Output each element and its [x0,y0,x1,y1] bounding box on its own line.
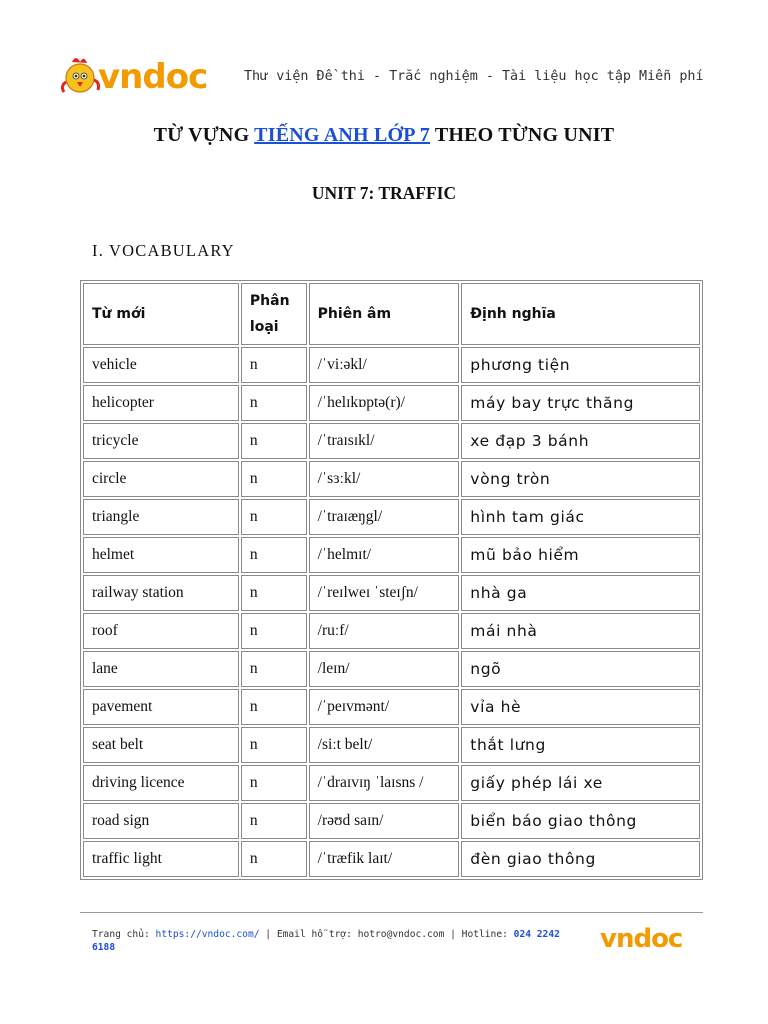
pos-cell: n [241,727,307,763]
definition-cell: vòng tròn [461,461,700,497]
table-row [83,689,700,725]
word-cell: seat belt [83,727,239,763]
definition-cell: nhà ga [461,575,700,611]
ipa-cell: /ˈhelmɪt/ [309,537,460,573]
pos-cell: n [241,651,307,687]
ipa-cell: /ˈreɪlweɪ ˈsteɪʃn/ [309,575,460,611]
section-title: I. VOCABULARY [92,241,235,260]
pos-cell: n [241,499,307,535]
header-ipa: Phiên âm [309,283,460,345]
chicken-mascot-icon [58,52,214,98]
table-row [83,765,700,801]
pos-cell: n [241,613,307,649]
pos-cell: n [241,803,307,839]
word-cell: roof [83,613,239,649]
ipa-cell: /ˈtræfik laɪt/ [309,841,460,877]
header-pos: Phân loại [241,283,307,345]
table-row [83,537,700,573]
word-cell: helicopter [83,385,239,421]
table-row [83,651,700,687]
definition-cell: xe đạp 3 bánh [461,423,700,459]
table-row [83,727,700,763]
definition-cell: phương tiện [461,347,700,383]
header-tagline: Thư viện Đề thi - Trắc nghiệm - Tài liệu học tập Miễn phí [244,69,704,84]
title-prefix: TỪ VỰNG [153,124,255,146]
table-row [83,461,700,497]
page-footer [92,929,562,954]
definition-cell: biển báo giao thông [461,803,700,839]
pos-cell: n [241,461,307,497]
ipa-cell: /ˈtraɪæŋgl/ [309,499,460,535]
vndoc-logo[interactable] [58,52,214,98]
header-word: Từ mới [83,283,239,345]
word-cell: lane [83,651,239,687]
header-definition: Định nghĩa [461,283,700,345]
title-suffix: THEO TỪNG UNIT [429,124,615,146]
pos-cell: n [241,385,307,421]
word-cell: traffic light [83,841,239,877]
footer-hotline: 024 2242 6188 [92,929,560,953]
table-row [83,803,700,839]
word-cell: road sign [83,803,239,839]
table-row [83,385,700,421]
word-cell: triangle [83,499,239,535]
pos-cell: n [241,689,307,725]
table-row [83,423,700,459]
page-header [58,52,738,102]
pos-cell: n [241,423,307,459]
word-cell: circle [83,461,239,497]
title-link[interactable]: TIẾNG ANH LỚP 7 [254,124,430,146]
ipa-cell: /ˈsɜːkl/ [309,461,460,497]
word-cell: helmet [83,537,239,573]
ipa-cell: /ˈhelɪkɒptə(r)/ [309,385,460,421]
vndoc-footer-logo-icon [600,922,696,954]
definition-cell: vỉa hè [461,689,700,725]
word-cell: tricycle [83,423,239,459]
word-cell: vehicle [83,347,239,383]
pos-cell: n [241,537,307,573]
pos-cell: n [241,575,307,611]
ipa-cell: /ruːf/ [309,613,460,649]
definition-cell: đèn giao thông [461,841,700,877]
word-cell: railway station [83,575,239,611]
pos-cell: n [241,765,307,801]
definition-cell: mái nhà [461,613,700,649]
ipa-cell: /ˈpeɪvmənt/ [309,689,460,725]
ipa-cell: /ˈdraɪvɪŋ ˈlaɪsns / [309,765,460,801]
footer-logo[interactable] [600,922,696,959]
ipa-cell: /ˈviːəkl/ [309,347,460,383]
ipa-cell: /rəʊd saɪn/ [309,803,460,839]
definition-cell: ngõ [461,651,700,687]
ipa-cell: /leɪn/ [309,651,460,687]
table-row [83,613,700,649]
footer-divider [80,912,703,913]
pos-cell: n [241,347,307,383]
footer-home-link[interactable]: https://vndoc.com/ [155,929,260,940]
unit-title: UNIT 7: TRAFFIC [311,183,457,203]
pos-cell: n [241,841,307,877]
word-cell: pavement [83,689,239,725]
table-row [83,499,700,535]
word-cell: driving licence [83,765,239,801]
definition-cell: giấy phép lái xe [461,765,700,801]
ipa-cell: /ˈtraɪsɪkl/ [309,423,460,459]
page-title [0,124,768,147]
vocabulary-table [80,280,703,880]
table-header-row [83,283,700,345]
footer-home-label: Trang chủ: [92,929,156,940]
definition-cell: máy bay trực thăng [461,385,700,421]
logo-text: vndoc [98,57,208,97]
ipa-cell: /siːt belt/ [309,727,460,763]
table-row [83,575,700,611]
footer-logo-text: vndoc [600,924,683,954]
table-row [83,841,700,877]
table-row [83,347,700,383]
footer-email-text: | Email hỗ trợ: hotro@vndoc.com | Hotline: [259,929,514,940]
definition-cell: hình tam giác [461,499,700,535]
definition-cell: thắt lưng [461,727,700,763]
definition-cell: mũ bảo hiểm [461,537,700,573]
